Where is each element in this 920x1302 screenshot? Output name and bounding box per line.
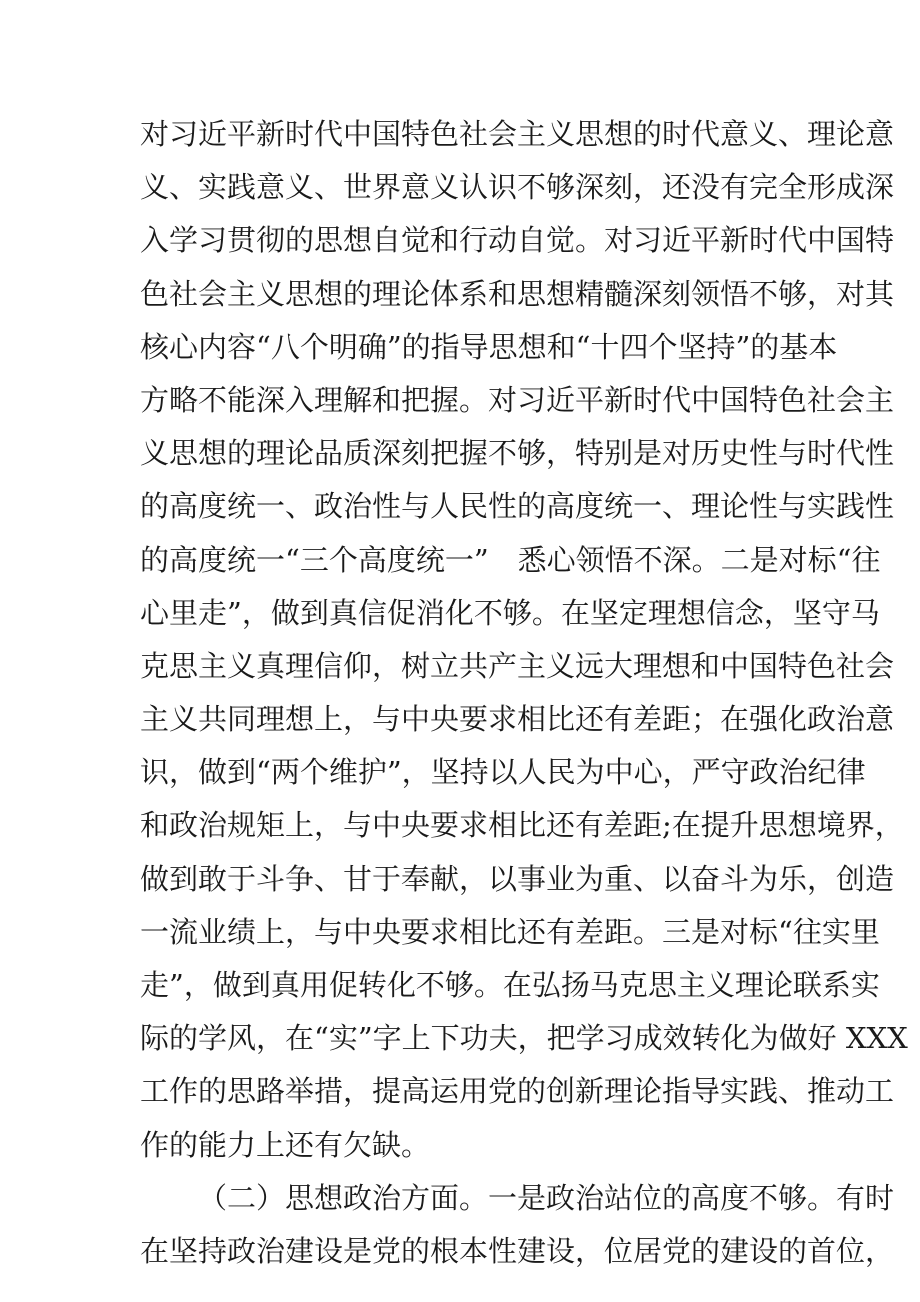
text-line: 方略不能深入理解和把握。对习近平新时代中国特色社会主	[140, 382, 895, 417]
text-line: 一流业绩上，与中央要求相比还有差距。三是对标“往实里	[140, 914, 880, 949]
text-line: 对习近平新时代中国特色社会主义思想的时代意义、理论意	[140, 117, 895, 151]
text-line: 义、实践意义、世界意义认识不够深刻，还没有完全形成深	[140, 170, 895, 205]
text-line: 识，做到“两个维护”，坚持以人民为中心，严守政治纪律	[140, 755, 866, 790]
paragraph-heading-line: （二）思想政治方面。一是政治站位的高度不够。有时	[198, 1180, 895, 1215]
text-line: 和政治规矩上，与中央要求相比还有差距;在提升思想境界，	[140, 808, 904, 843]
text-line: 主义共同理想上，与中央要求相比还有差距；在强化政治意	[140, 702, 895, 737]
text-line: 工作的思路举措，提高运用党的创新理论指导实践、推动工	[140, 1074, 895, 1109]
document-body	[140, 108, 908, 1278]
text-line: 的高度统一“三个高度统一” 悉心领悟不深。二是对标“往	[140, 542, 881, 577]
text-line: 做到敢于斗争、甘于奉献，以事业为重、以奋斗为乐，创造	[140, 861, 895, 896]
text-line: 核心内容“八个明确”的指导思想和“十四个坚持”的基本	[140, 329, 838, 364]
text-line: 际的学风，在“实”字上下功夫，把学习成效转化为做好 XXX	[140, 1021, 908, 1056]
text-line: 心里走”，做到真信促消化不够。在坚定理想信念，坚守马	[140, 595, 880, 630]
text-line: 作的能力上还有欠缺。	[140, 1127, 431, 1162]
text-line: 的高度统一、政治性与人民性的高度统一、理论性与实践性	[140, 489, 895, 524]
text-line: 入学习贯彻的思想自觉和行动自觉。对习近平新时代中国特	[140, 223, 895, 258]
text-line: 克思主义真理信仰，树立共产主义远大理想和中国特色社会	[140, 648, 895, 683]
text-line: 义思想的理论品质深刻把握不够，特别是对历史性与时代性	[140, 436, 895, 471]
text-line: 走”，做到真用促转化不够。在弘扬马克思主义理论联系实	[140, 968, 880, 1002]
text-line: 在坚持政治建设是党的根本性建设，位居党的建设的首位，	[140, 1233, 895, 1268]
text-line: 色社会主义思想的理论体系和思想精髓深刻领悟不够，对其	[140, 276, 895, 311]
